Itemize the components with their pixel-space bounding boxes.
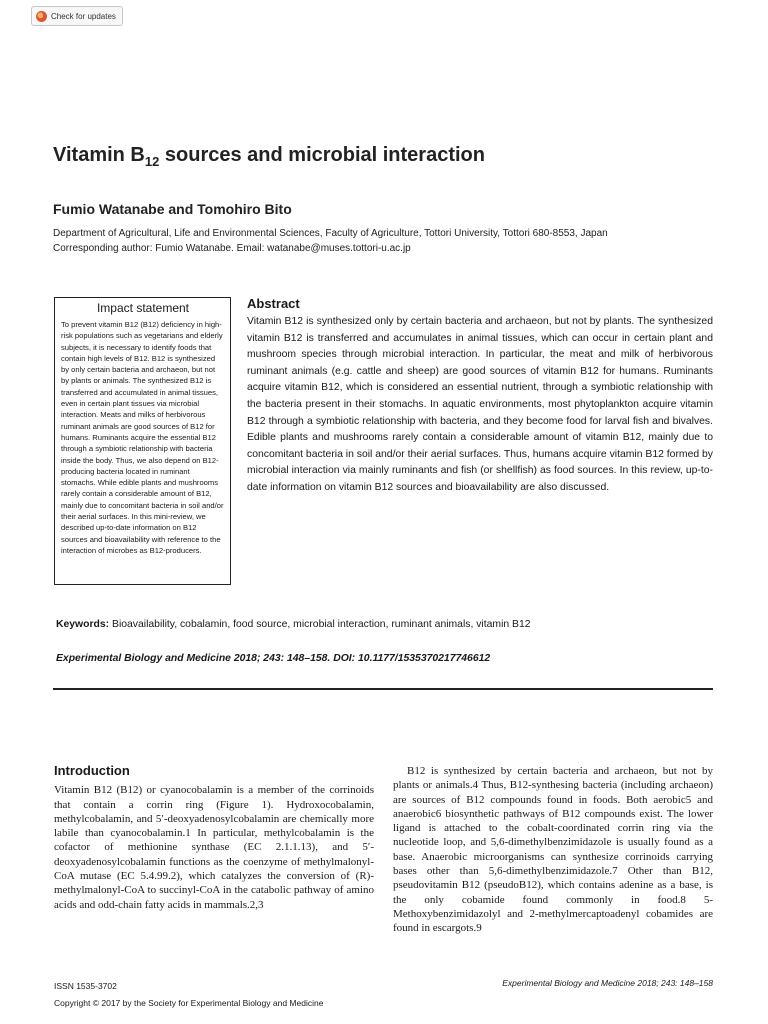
footer-left — [54, 978, 323, 1012]
section-divider — [53, 688, 713, 690]
abstract-text: Vitamin B12 is synthesized only by certain bacteria and archaeon, but not by plants. The synthesized vitamin B12 is transferred and accumulates in animal tissues, which can occur in certain plant and mushroom species through microbial interaction. In particular, the meat and milk of herbivorous ruminant animals (e.g. cattle and sheep) are good sources of vitamin B12 for humans. Ruminants acquire vitamin B12, which is considered an essential nutrient, through a symbiotic relationship with the bacteria present in their stomachs. In aquatic environments, most phytoplankton acquire vitamin B12 through a symbiotic relationship with bacteria, and they become food for larval fish and bivalves. Edible plants and mushrooms rarely contain a considerable amount of vitamin B12, mainly due to concomitant bacteria in soil and/or their aerial surfaces. Thus, humans acquire vitamin B12 formed by microbial interaction via mainly ruminants and fish (or shellfish) as food sources. In this review, up-to-date information on vitamin B12 sources and bioavailability are also discussed. — [247, 316, 713, 493]
title-subscript: 12 — [144, 154, 160, 169]
issn-text: ISSN 1535-3702 — [54, 981, 117, 991]
title-text-end: sources and microbial interaction — [159, 144, 485, 166]
check-for-updates-label: Check for updates — [51, 11, 116, 21]
affiliation-text: Department of Agricultural, Life and Environmental Sciences, Faculty of Agriculture, Tottori University, Tottori 680-8553, Japan — [53, 228, 608, 239]
check-for-updates-badge[interactable] — [31, 6, 123, 26]
impact-statement-text: To prevent vitamin B12 (B12) deficiency in high-risk populations such as vegetarians and elderly subjects, it is necessary to identify foods that contain high levels of B12. B12 is synthesized by only certain bacteria and archaeon, but not by plants or animals. The synthesized B12 is transferred and accumulated in animal tissues, even in certain plant tissues via microbial interaction. Meats and milks of herbivorous ruminant animals are good sources of B12 for humans. Ruminants acquire the essential B12 through a symbiotic relationship with bacteria inside the body. Thus, we also depend on B12-producing bacteria located in ruminant stomachs. While edible plants and mushrooms rarely contain a considerable amount of B12, mainly due to concomitant bacteria in soil and/or their aerial surfaces. In this mini-review, we described up-to-date information on B12 sources and bioavailability with reference to the interaction of microbes as B12-producers. — [61, 320, 224, 555]
citation-line: Experimental Biology and Medicine 2018; 243: 148–158. DOI: 10.1177/1535370217746612 — [56, 653, 491, 664]
impact-statement-box — [54, 297, 231, 585]
abstract-heading: Abstract — [247, 296, 300, 311]
keywords-label: Keywords: — [56, 619, 110, 630]
intro-right-column — [393, 764, 713, 936]
impact-statement-title: Impact statement — [96, 301, 190, 315]
intro-paragraph-1: Vitamin B12 (B12) or cyanocobalamin is a member of the corrinoids that contain a corrin ring (Figure 1). Hydroxocobalamin, methylcobalamin, and 5′-deoxyadenosylcobalamin are chemically more labile than cyanocobalamin.1 In particular, methylcobalamin is the cofactor of methionine synthase (EC 2.1.1.13), and 5′-deoxyadenosylcobalamin functions as the coenzyme of methylmalonyl-CoA mutase (EC 5.4.99.2), which catalyzes the conversion of (R)-methylmalonyl-CoA to succinyl-CoA in the catabolic pathway of amino acids and odd-chain fatty acids in mammals.2,3 — [54, 784, 374, 911]
article-title — [53, 144, 485, 167]
title-text-start: Vitamin B — [53, 144, 145, 166]
copyright-text: Copyright © 2017 by the Society for Experimental Biology and Medicine — [54, 998, 324, 1008]
introduction-heading: Introduction — [54, 763, 130, 778]
affiliation-block — [53, 226, 723, 256]
crossmark-icon — [36, 11, 47, 22]
keywords-text: Bioavailability, cobalamin, food source, microbial interaction, ruminant animals, vitamin B12 — [112, 619, 531, 630]
keywords-line — [56, 619, 716, 630]
footer-journal: Experimental Biology and Medicine 2018; 243: 148–158 — [502, 978, 713, 988]
abstract-section — [247, 296, 713, 497]
intro-left-column — [54, 764, 374, 912]
author-list: Fumio Watanabe and Tomohiro Bito — [53, 201, 292, 217]
intro-paragraph-2: B12 is synthesized by certain bacteria and archaeon, but not by plants or animals.4 Thus, B12-synthesing bacteria (including archaeon) are sources of B12 compounds found in foods. Both aerobic5 and anaerobic6 biosynthetic pathways of B12 compounds exist. The lower ligand is attached to the cobalt-coordinated corrin ring via the nucleotide loop, and 5,6-dimethylbenzimidazole is usually found as a base. Anaerobic microorganisms can synthesize corrinoids carrying bases other than 5,6-dimethylbenzimidazole.7 Other than B12, pseudovitamin B12 (pseudoB12), which contains adenine as a base, is the only cobamide found commonly in food.8 5-Methoxybenzimidazolyl and 2-methylmercaptoadenyl cobamides are found in escargots.9 — [393, 765, 713, 935]
corresponding-author: Corresponding author: Fumio Watanabe. Email: watanabe@muses.tottori-u.ac.jp — [53, 243, 411, 254]
